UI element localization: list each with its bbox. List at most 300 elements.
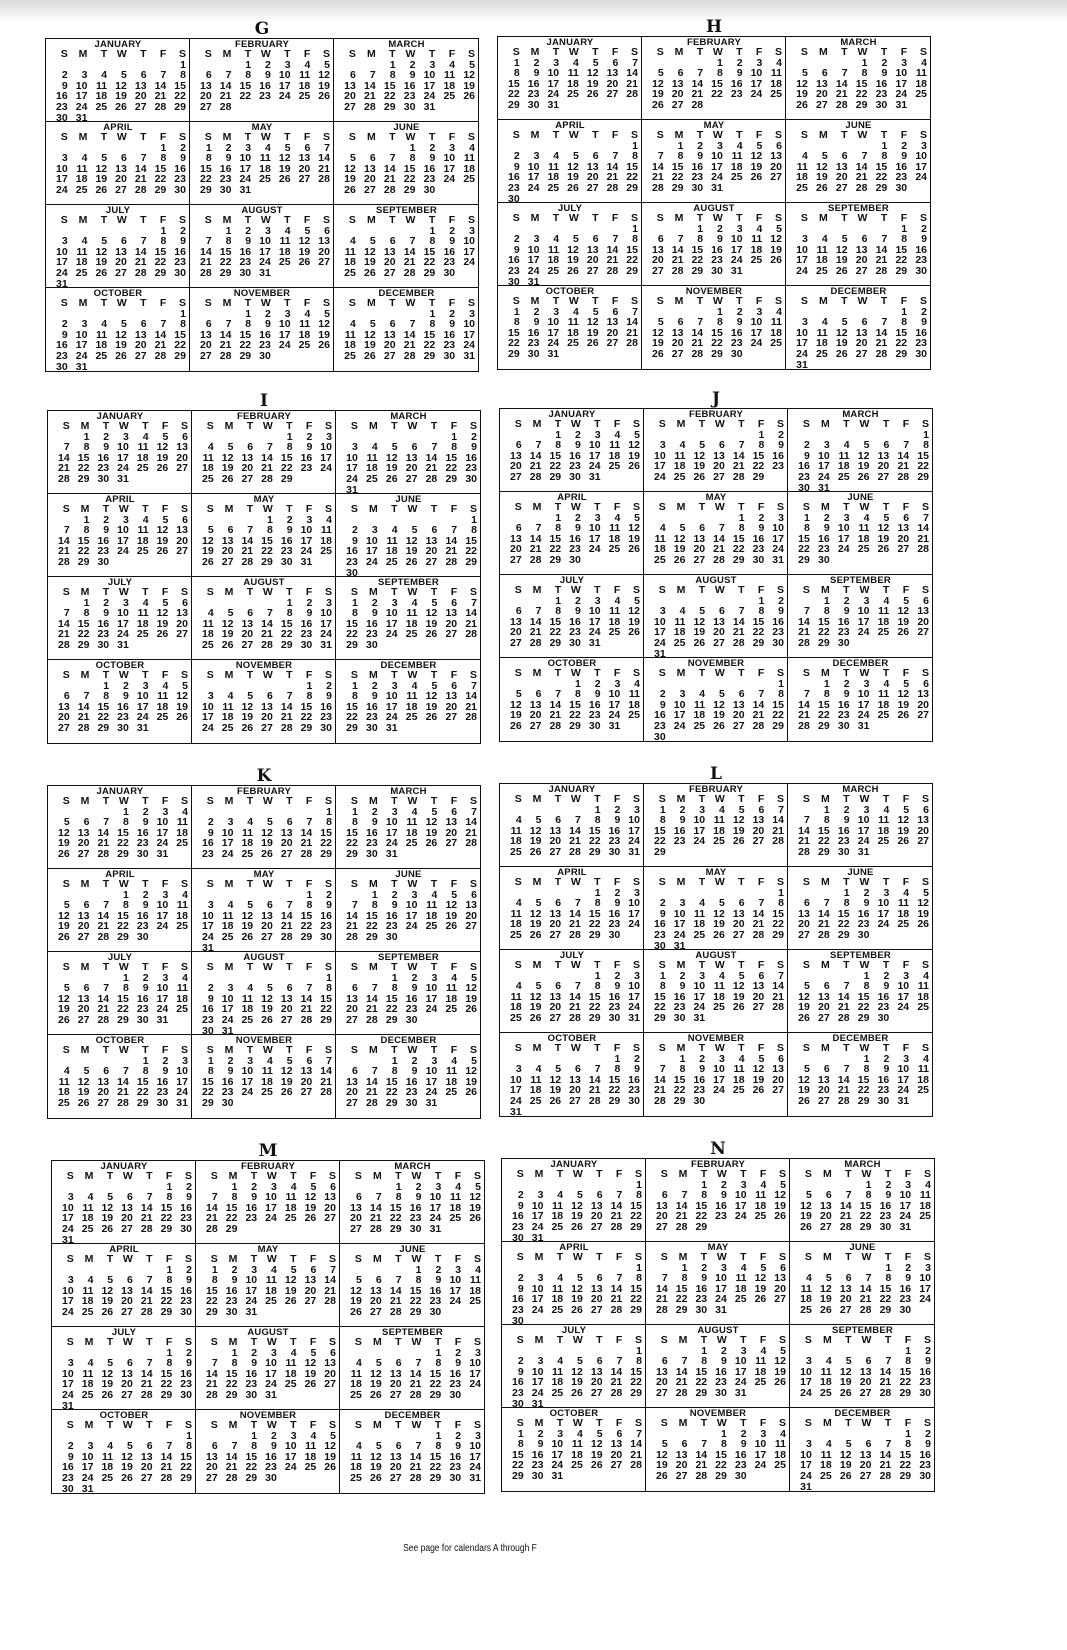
day-number: 13 bbox=[917, 605, 929, 618]
weekday-header: S bbox=[350, 586, 358, 598]
day-number: 4 bbox=[780, 1427, 786, 1440]
day-number: 5 bbox=[182, 679, 188, 692]
weekday-header: W bbox=[407, 669, 418, 681]
day-number: 12 bbox=[798, 990, 810, 1003]
day-number: 4 bbox=[776, 305, 782, 318]
day-number: 23 bbox=[837, 626, 850, 639]
day-number: 7 bbox=[286, 899, 293, 912]
day-number: 23 bbox=[879, 1210, 892, 1223]
day-number: 18 bbox=[693, 918, 706, 931]
day-number: 12 bbox=[241, 909, 254, 922]
day-number: 10 bbox=[241, 1065, 254, 1078]
weekday-header: S bbox=[322, 297, 330, 309]
month-name: JUNE bbox=[849, 1242, 876, 1253]
day-number: 28 bbox=[346, 930, 358, 943]
day-number: 7 bbox=[471, 596, 477, 609]
day-number: 27 bbox=[586, 264, 599, 277]
day-number: 6 bbox=[127, 1191, 133, 1204]
day-number: 17 bbox=[425, 1075, 438, 1088]
day-number: 29 bbox=[160, 1388, 173, 1401]
day-number: 17 bbox=[265, 1367, 277, 1380]
day-number: 2 bbox=[306, 596, 313, 609]
weekday-header: T bbox=[142, 795, 149, 807]
day-number: 27 bbox=[261, 721, 273, 734]
day-number: 30 bbox=[654, 730, 666, 743]
day-number: 24 bbox=[899, 1210, 912, 1223]
weekday-header: T bbox=[696, 295, 704, 307]
day-number: 11 bbox=[176, 982, 188, 995]
day-number: 10 bbox=[463, 235, 475, 248]
day-number: 31 bbox=[693, 1011, 706, 1024]
day-number: 26 bbox=[221, 472, 234, 485]
day-number: 24 bbox=[425, 1003, 438, 1016]
day-number: 28 bbox=[97, 1013, 110, 1026]
day-number: 20 bbox=[115, 256, 127, 269]
day-number: 20 bbox=[772, 1073, 784, 1086]
weekday-header: T bbox=[389, 297, 396, 309]
day-number: 25 bbox=[278, 256, 291, 269]
day-number: 9 bbox=[265, 69, 271, 82]
day-number: 17 bbox=[75, 339, 88, 352]
day-number: 14 bbox=[160, 1450, 173, 1463]
day-number: 18 bbox=[654, 543, 666, 556]
day-number: 9 bbox=[659, 907, 666, 920]
weekday-header: T bbox=[882, 501, 890, 513]
month-february bbox=[192, 786, 336, 869]
day-number: 10 bbox=[221, 992, 234, 1005]
day-number: 12 bbox=[628, 439, 640, 452]
weekday-header: S bbox=[324, 795, 332, 807]
day-number: 27 bbox=[121, 1388, 133, 1401]
day-number: 1 bbox=[632, 139, 638, 152]
day-number: 15 bbox=[675, 1282, 688, 1295]
day-number: 9 bbox=[921, 233, 927, 246]
day-number: 25 bbox=[774, 1459, 786, 1472]
day-number: 23 bbox=[465, 462, 477, 475]
day-number: 20 bbox=[752, 990, 765, 1003]
day-number: 15 bbox=[859, 1199, 872, 1212]
day-number: 12 bbox=[95, 162, 108, 175]
weekday-header: T bbox=[841, 46, 848, 58]
day-number: 30 bbox=[877, 1011, 890, 1024]
day-number: 28 bbox=[154, 100, 167, 113]
day-number: 26 bbox=[835, 347, 848, 360]
day-number: 17 bbox=[796, 254, 808, 267]
month-name: FEBRUARY bbox=[236, 786, 292, 797]
day-number: 26 bbox=[798, 1094, 810, 1107]
day-number: 15 bbox=[385, 1075, 398, 1088]
day-number: 22 bbox=[899, 1459, 912, 1472]
day-number: 5 bbox=[227, 441, 234, 454]
day-number: 18 bbox=[366, 462, 378, 475]
day-number: 6 bbox=[304, 141, 311, 154]
day-number: 18 bbox=[176, 826, 188, 839]
day-number: 25 bbox=[75, 183, 88, 196]
day-number: 15 bbox=[772, 698, 784, 711]
day-number: 14 bbox=[859, 1282, 872, 1295]
day-number: 10 bbox=[713, 1063, 725, 1076]
day-number: 27 bbox=[820, 1220, 832, 1233]
day-number: 23 bbox=[56, 349, 68, 362]
weekday-header: T bbox=[106, 1170, 114, 1182]
day-number: 6 bbox=[776, 139, 782, 152]
day-number: 20 bbox=[917, 698, 929, 711]
day-number: 3 bbox=[251, 1263, 258, 1276]
day-number: 19 bbox=[465, 992, 477, 1005]
day-number: 22 bbox=[588, 835, 601, 848]
weekday-header: S bbox=[921, 584, 929, 596]
day-number: 19 bbox=[221, 628, 234, 641]
month-name: JULY bbox=[111, 1327, 137, 1338]
footer-note: See page for calendars A through F bbox=[403, 1543, 537, 1554]
day-number: 8 bbox=[758, 605, 765, 618]
weekday-header: W bbox=[118, 961, 129, 973]
weekday-header: F bbox=[159, 214, 167, 226]
weekday-header: S bbox=[512, 129, 520, 141]
day-number: 28 bbox=[366, 1013, 378, 1026]
day-number: 16 bbox=[899, 1282, 912, 1295]
day-number: 21 bbox=[364, 90, 376, 103]
day-number: 2 bbox=[265, 307, 271, 320]
day-number: 8 bbox=[863, 980, 870, 993]
day-grid bbox=[195, 587, 333, 651]
weekday-header: F bbox=[161, 878, 169, 890]
weekday-header: T bbox=[244, 297, 252, 309]
day-number: 2 bbox=[180, 141, 186, 154]
day-number: 27 bbox=[656, 1386, 668, 1399]
day-number: 10 bbox=[449, 1274, 462, 1287]
day-number: 12 bbox=[469, 1191, 481, 1204]
day-number: 10 bbox=[628, 814, 640, 827]
day-number: 29 bbox=[752, 470, 765, 483]
weekday-header: S bbox=[921, 959, 929, 971]
day-number: 26 bbox=[529, 845, 542, 858]
day-number: 8 bbox=[555, 522, 562, 535]
day-number: 22 bbox=[857, 1084, 870, 1097]
day-number: 19 bbox=[774, 1199, 786, 1212]
day-number: 23 bbox=[97, 628, 110, 641]
day-number: 3 bbox=[537, 1355, 544, 1368]
day-number: 7 bbox=[211, 1191, 218, 1204]
weekday-header: F bbox=[305, 669, 313, 681]
day-number: 15 bbox=[160, 1284, 173, 1297]
day-number: 6 bbox=[903, 511, 910, 524]
weekday-header: T bbox=[554, 584, 562, 596]
day-number: 13 bbox=[206, 1450, 218, 1463]
day-number: 16 bbox=[608, 824, 621, 837]
day-number: 1 bbox=[245, 307, 252, 320]
day-number: 12 bbox=[350, 1284, 362, 1297]
day-number: 17 bbox=[654, 626, 666, 639]
month-name: JANUARY bbox=[96, 411, 144, 422]
day-number: 17 bbox=[796, 337, 808, 350]
weekday-header: T bbox=[391, 878, 398, 890]
day-number: 17 bbox=[628, 907, 640, 920]
day-number: 9 bbox=[180, 235, 186, 248]
day-number: 26 bbox=[425, 711, 438, 724]
day-number: 29 bbox=[630, 1220, 642, 1233]
day-number: 19 bbox=[318, 79, 330, 92]
day-number: 17 bbox=[693, 990, 706, 1003]
day-number: 1 bbox=[823, 594, 830, 607]
day-number: 16 bbox=[772, 449, 784, 462]
day-number: 25 bbox=[510, 928, 522, 941]
day-number: 24 bbox=[156, 837, 169, 850]
day-number: 20 bbox=[176, 451, 188, 464]
day-number: 6 bbox=[681, 1438, 688, 1451]
day-number: 14 bbox=[225, 1450, 238, 1463]
day-number: 25 bbox=[405, 837, 418, 850]
day-number: 28 bbox=[610, 1220, 623, 1233]
day-number: 13 bbox=[917, 814, 929, 827]
day-number: 21 bbox=[346, 920, 358, 933]
day-number: 14 bbox=[140, 1284, 153, 1297]
day-number: 25 bbox=[551, 1303, 564, 1316]
day-number: 21 bbox=[529, 626, 542, 639]
day-number: 20 bbox=[877, 460, 890, 473]
day-number: 18 bbox=[510, 835, 522, 848]
day-grid bbox=[793, 1169, 932, 1233]
weekday-header: S bbox=[206, 503, 214, 515]
day-number: 21 bbox=[409, 1378, 422, 1391]
day-number: 8 bbox=[391, 982, 398, 995]
weekday-header: T bbox=[882, 876, 890, 888]
day-number: 2 bbox=[371, 596, 378, 609]
day-number: 15 bbox=[239, 328, 252, 341]
day-number: 19 bbox=[750, 160, 763, 173]
day-grid bbox=[51, 962, 189, 1026]
day-number: 20 bbox=[586, 254, 599, 267]
day-number: 23 bbox=[798, 470, 810, 483]
day-number: 29 bbox=[346, 721, 358, 734]
month-name: SEPTEMBER bbox=[378, 952, 439, 963]
day-number: 7 bbox=[389, 152, 396, 165]
day-number: 18 bbox=[774, 1448, 786, 1461]
day-number: 24 bbox=[62, 1305, 74, 1318]
day-number: 28 bbox=[97, 847, 110, 860]
day-number: 13 bbox=[121, 1284, 133, 1297]
day-number: 11 bbox=[446, 982, 458, 995]
day-number: 21 bbox=[606, 171, 619, 184]
day-number: 26 bbox=[350, 1305, 362, 1318]
day-number: 5 bbox=[286, 1054, 293, 1067]
day-number: 10 bbox=[423, 69, 436, 82]
weekday-header: M bbox=[820, 584, 830, 596]
day-number: 3 bbox=[634, 969, 640, 982]
day-number: 25 bbox=[567, 88, 579, 101]
month-name: SEPTEMBER bbox=[830, 575, 891, 586]
weekday-header: S bbox=[467, 131, 475, 143]
day-number: 2 bbox=[921, 305, 927, 318]
day-number: 22 bbox=[117, 1003, 129, 1016]
weekday-header: F bbox=[755, 129, 763, 141]
day-number: 4 bbox=[740, 1261, 747, 1274]
weekday-header: S bbox=[514, 793, 522, 805]
calendar-g bbox=[45, 20, 479, 372]
weekday-header: S bbox=[469, 669, 477, 681]
day-number: 6 bbox=[127, 1357, 133, 1370]
day-number: 31 bbox=[608, 719, 621, 732]
weekday-header: S bbox=[919, 129, 927, 141]
day-number: 25 bbox=[820, 1469, 832, 1482]
day-number: 12 bbox=[732, 980, 745, 993]
day-number: 29 bbox=[675, 1303, 688, 1316]
weekday-header: W bbox=[407, 961, 418, 973]
day-number: 20 bbox=[97, 1086, 110, 1099]
weekday-header: S bbox=[512, 46, 520, 58]
day-number: 17 bbox=[734, 1199, 747, 1212]
day-number: 13 bbox=[121, 1201, 133, 1214]
day-number: 21 bbox=[445, 545, 458, 558]
weekday-header: F bbox=[611, 295, 619, 307]
day-number: 17 bbox=[202, 711, 214, 724]
day-number: 13 bbox=[549, 824, 562, 837]
weekday-header: W bbox=[714, 959, 725, 971]
weekday-header: S bbox=[656, 46, 664, 58]
month-july bbox=[46, 205, 190, 288]
day-number: 15 bbox=[818, 615, 830, 628]
day-number: 2 bbox=[326, 679, 332, 692]
day-number: 9 bbox=[533, 67, 540, 80]
day-number: 20 bbox=[693, 543, 706, 556]
day-number: 6 bbox=[352, 1065, 358, 1078]
day-number: 9 bbox=[575, 605, 581, 618]
day-number: 23 bbox=[569, 543, 581, 556]
day-number: 19 bbox=[567, 171, 579, 184]
day-number: 21 bbox=[675, 1376, 688, 1389]
day-number: 16 bbox=[512, 1210, 524, 1223]
weekday-header: M bbox=[820, 418, 830, 430]
day-number: 23 bbox=[259, 339, 271, 352]
weekday-header: T bbox=[845, 1251, 852, 1263]
weekday-header: S bbox=[184, 1170, 192, 1182]
weekday-header: M bbox=[366, 48, 376, 60]
weekday-header: M bbox=[80, 961, 90, 973]
day-number: 19 bbox=[835, 337, 848, 350]
month-name: MAY bbox=[705, 867, 727, 878]
day-grid bbox=[51, 670, 189, 734]
day-number: 3 bbox=[634, 803, 640, 816]
day-number: 21 bbox=[409, 1461, 422, 1474]
day-number: 12 bbox=[221, 451, 234, 464]
day-number: 8 bbox=[863, 1063, 870, 1076]
day-number: 9 bbox=[533, 316, 540, 329]
day-number: 24 bbox=[75, 349, 88, 362]
day-number: 6 bbox=[375, 1274, 382, 1287]
day-number: 19 bbox=[95, 173, 108, 186]
day-number: 8 bbox=[905, 1438, 912, 1451]
day-number: 14 bbox=[300, 992, 313, 1005]
day-number: 27 bbox=[586, 181, 599, 194]
weekday-header: T bbox=[395, 1336, 402, 1348]
day-number: 25 bbox=[366, 472, 378, 485]
weekday-header: T bbox=[290, 1170, 297, 1182]
day-number: 6 bbox=[515, 605, 522, 618]
day-number: 8 bbox=[231, 1191, 238, 1204]
month-name: APRIL bbox=[105, 869, 135, 880]
day-number: 23 bbox=[673, 835, 686, 848]
day-number: 21 bbox=[671, 254, 684, 267]
day-number: 9 bbox=[271, 1440, 277, 1453]
day-number: 15 bbox=[895, 243, 908, 256]
day-number: 3 bbox=[61, 152, 68, 165]
day-number: 14 bbox=[549, 698, 562, 711]
day-number: 13 bbox=[510, 449, 522, 462]
calendar-letter: I bbox=[260, 391, 268, 411]
day-number: 4 bbox=[535, 1063, 542, 1076]
day-number: 8 bbox=[186, 1440, 192, 1453]
day-number: 11 bbox=[279, 235, 291, 248]
weekday-header: S bbox=[632, 959, 640, 971]
day-grid bbox=[791, 794, 930, 858]
day-number: 4 bbox=[182, 805, 188, 818]
day-number: 23 bbox=[409, 1212, 422, 1225]
day-number: 31 bbox=[385, 721, 398, 734]
day-number: 7 bbox=[616, 1272, 623, 1285]
day-number: 21 bbox=[691, 88, 704, 101]
day-number: 2 bbox=[513, 233, 520, 246]
day-number: 8 bbox=[721, 1438, 727, 1451]
day-number: 19 bbox=[95, 256, 108, 269]
day-number: 22 bbox=[261, 545, 273, 558]
day-number: 14 bbox=[752, 698, 765, 711]
weekday-header: S bbox=[774, 212, 782, 224]
day-number: 11 bbox=[770, 316, 782, 329]
weekday-header: T bbox=[698, 793, 706, 805]
day-number: 12 bbox=[549, 1073, 562, 1086]
day-number: 26 bbox=[693, 470, 706, 483]
day-number: 8 bbox=[225, 235, 232, 248]
day-number: 3 bbox=[553, 305, 560, 318]
day-number: 4 bbox=[451, 971, 458, 984]
day-number: 4 bbox=[350, 318, 356, 331]
day-number: 5 bbox=[431, 679, 438, 692]
day-number: 17 bbox=[531, 1293, 544, 1306]
month-december bbox=[786, 286, 930, 369]
day-number: 1 bbox=[863, 969, 870, 982]
day-number: 23 bbox=[180, 1378, 192, 1391]
day-number: 9 bbox=[575, 439, 581, 452]
day-grid bbox=[503, 668, 641, 732]
day-number: 18 bbox=[284, 1201, 297, 1214]
day-number: 1 bbox=[123, 888, 129, 901]
weekday-header: M bbox=[80, 669, 90, 681]
day-number: 21 bbox=[549, 709, 562, 722]
day-number: 4 bbox=[182, 971, 188, 984]
weekday-header: S bbox=[919, 46, 927, 58]
day-number: 3 bbox=[352, 441, 358, 454]
calendar-m bbox=[51, 1142, 485, 1494]
day-number: 13 bbox=[134, 328, 147, 341]
day-number: 10 bbox=[245, 1274, 258, 1287]
day-grid bbox=[649, 1252, 787, 1316]
day-number: 28 bbox=[134, 183, 147, 196]
day-number: 27 bbox=[280, 847, 293, 860]
day-number: 13 bbox=[300, 1065, 313, 1078]
day-number: 4 bbox=[719, 969, 725, 982]
day-number: 22 bbox=[465, 545, 477, 558]
day-number: 30 bbox=[508, 275, 520, 288]
month-november bbox=[646, 1408, 790, 1491]
day-number: 14 bbox=[675, 1199, 688, 1212]
day-number: 31 bbox=[56, 277, 68, 290]
month-name: SEPTEMBER bbox=[832, 1325, 893, 1336]
day-number: 27 bbox=[752, 1001, 765, 1014]
day-number: 30 bbox=[202, 1024, 214, 1037]
weekday-header: T bbox=[843, 793, 850, 805]
day-number: 27 bbox=[115, 266, 127, 279]
weekday-header: W bbox=[262, 961, 273, 973]
